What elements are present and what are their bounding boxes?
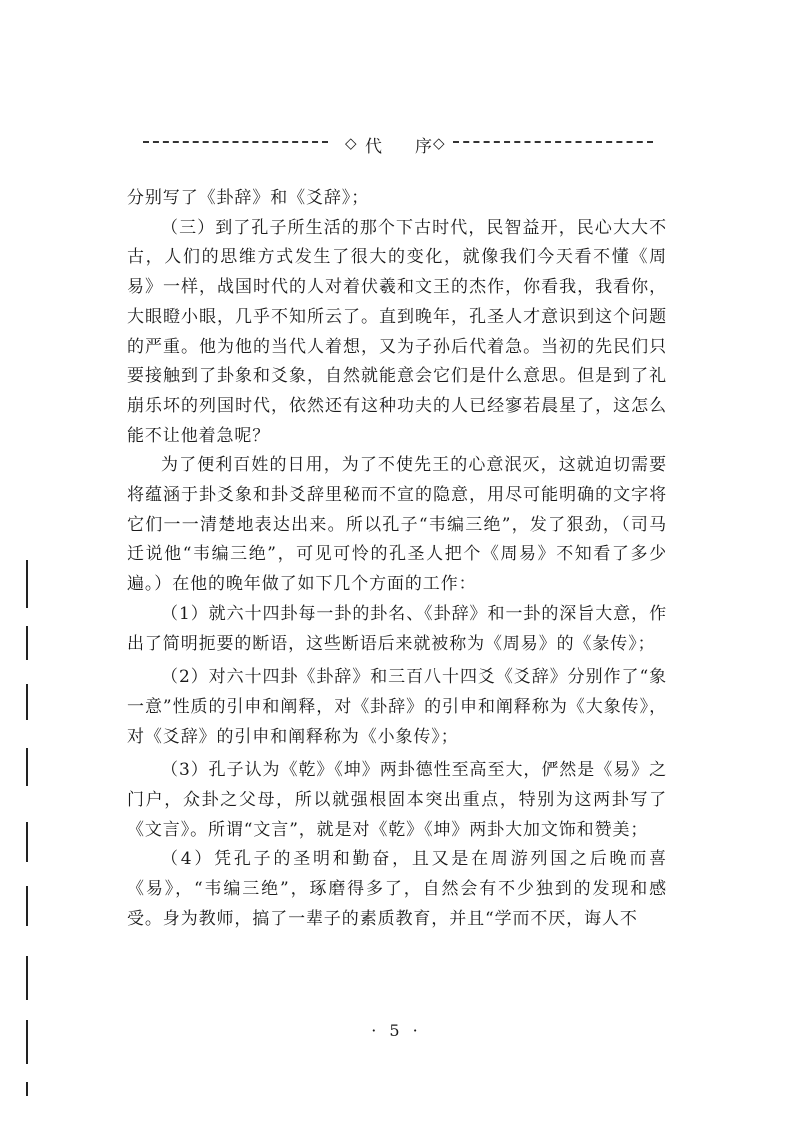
list-item-1: （1）就六十四卦每一卦的卦名、《卦辞》和一卦的深旨大意，作出了简明扼要的断语，这些断语后来就被称为《周易》的《彖传》； <box>127 603 667 654</box>
binding-mark <box>26 1082 28 1096</box>
binding-mark <box>26 956 28 1000</box>
binding-mark <box>26 560 28 608</box>
page-number: · 5 · <box>371 1021 422 1040</box>
header-rule-left <box>143 141 328 143</box>
list-item-4: （4）凭孔子的圣明和勤奋，且又是在周游列国之后晚而喜《易》，“韦编三绝”，琢磨得多了，自然会有不少独到的发现和感受。身为教师，搞了一辈子的素质教育，并且“学而不厌，诲人不 <box>127 849 667 929</box>
binding-mark <box>26 626 28 660</box>
binding-mark <box>26 886 28 926</box>
diamond-ornament-right: ◇ <box>433 134 445 152</box>
body-text <box>127 184 667 935</box>
running-header <box>143 132 653 157</box>
header-title-first-char: 代 <box>365 137 382 157</box>
paragraph-three: （三）到了孔子所生活的那个下古时代，民智益开，民心大大不古，人们的思维方式发生了很大的变化，就像我们今天看不懂《周易》一样，战国时代的人对着伏羲和文王的杰作，你看我，我看你，大眼瞪小眼，几乎不知所云了。直到晚年，孔圣人才意识到这个问题的严重。他为他的当代人着想，又为子孙后代着急。当初的先民们只要接触到了卦象和爻象，自然就能意会它们是什么意思。但是到了礼崩乐坏的列国时代，依然还有这种功夫的人已经寥若晨星了，这怎么能不让他着急呢？ <box>127 217 667 446</box>
list-item-3: （3）孔子认为《乾》《坤》两卦德性至高至大，俨然是《易》之门户，众卦之父母，所以就强根固本突出重点，特别为这两卦写了《文言》。所谓“文言”，就是对《乾》《坤》两卦大加文饰和赞美； <box>127 760 667 840</box>
binding-mark <box>26 1020 28 1064</box>
header-title-second-char: 序 <box>415 137 432 157</box>
binding-mark <box>26 684 28 720</box>
paragraph-purpose: 为了便利百姓的日用，为了不使先王的心意泯灭，这就迫切需要将蕴涵于卦爻象和卦爻辞里秘而不宣的隐意，用尽可能明确的文字将它们一一清楚地表达出来。所以孔子“韦编三绝”，发了狠劲，（司马迁说他“韦编三绝”，可见可怜的孔圣人把个《周易》不知看了多少遍。）在他的晚年做了如下几个方面的工作： <box>127 455 667 595</box>
paragraph-continuation: 分别写了《卦辞》和《爻辞》； <box>127 188 370 208</box>
binding-marks <box>26 560 30 1100</box>
header-rule-right <box>453 141 653 143</box>
diamond-ornament-left: ◇ <box>345 134 357 152</box>
binding-mark <box>26 748 28 786</box>
list-item-2: （2）对六十四卦《卦辞》和三百八十四爻《爻辞》分别作了“象一意”性质的引申和阐释，对《卦辞》的引申和阐释称为《大象传》，对《爻辞》的引申和阐释称为《小象传》； <box>127 667 667 747</box>
binding-mark <box>26 822 28 862</box>
